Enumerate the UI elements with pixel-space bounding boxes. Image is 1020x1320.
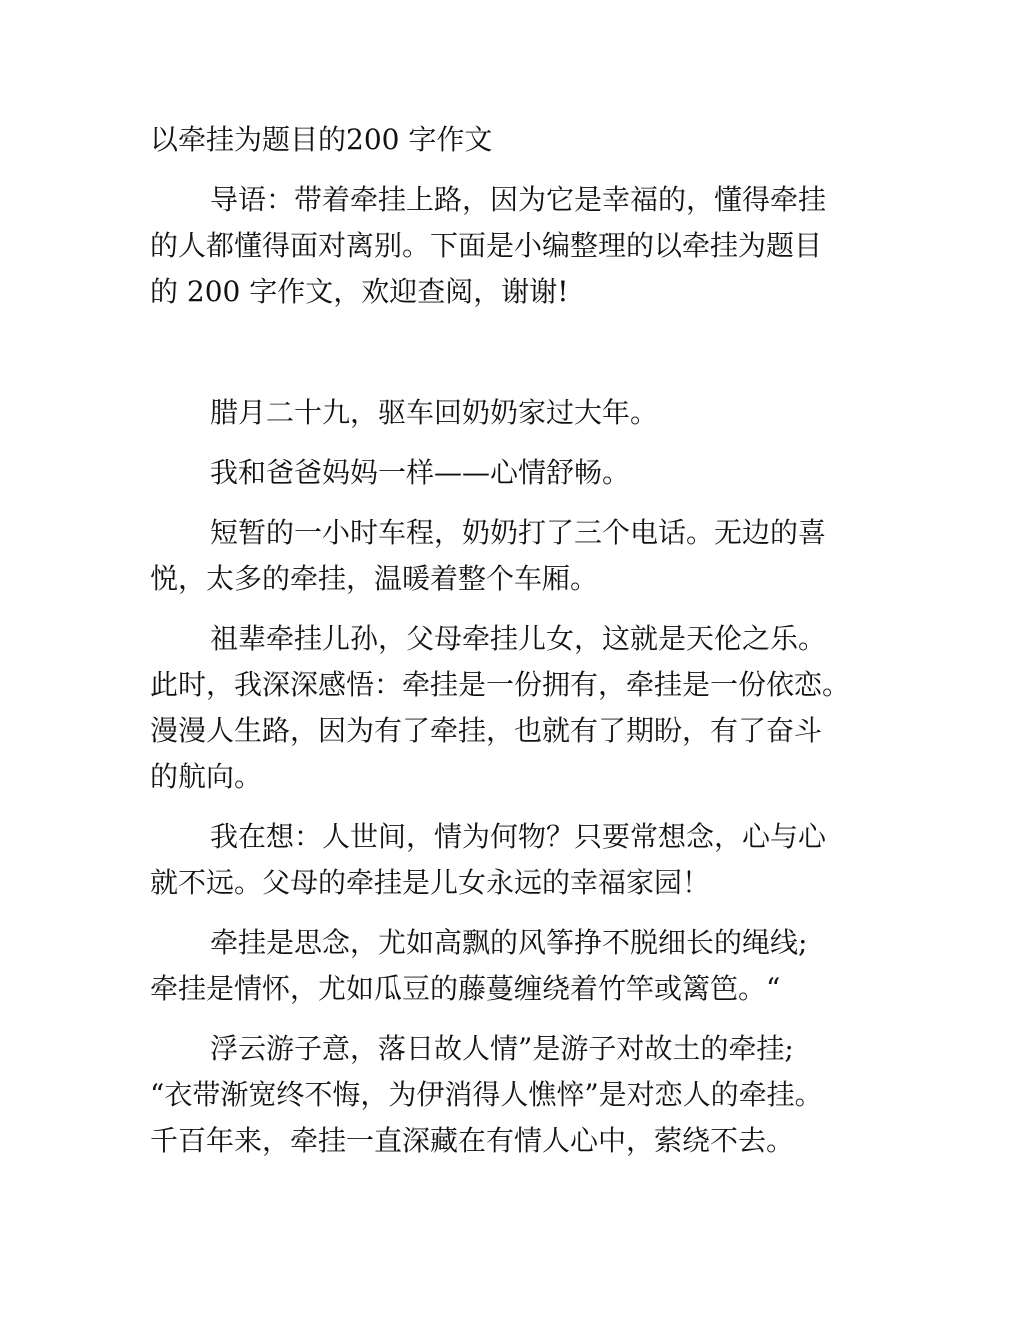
text-line: “衣带渐宽终不悔，为伊消得人憔悴”是对恋人的牵挂。: [150, 1078, 823, 1111]
paragraph: [150, 920, 890, 1012]
spacer: [150, 315, 890, 376]
text-line: 短暂的一小时车程，奶奶打了三个电话。无边的喜: [210, 516, 827, 549]
paragraph: [150, 450, 890, 496]
text-line: 悦，太多的牵挂，温暖着整个车厢。: [150, 562, 599, 595]
text-line: 的航向。: [150, 760, 263, 793]
document-title: 以牵挂为题目的200 字作文: [150, 123, 493, 156]
text-line: 的 200 字作文，欢迎查阅，谢谢!: [150, 275, 569, 308]
document-page: [150, 117, 890, 1164]
text-line: 牵挂是思念，尤如高飘的风筝挣不脱细长的绳线;: [210, 926, 808, 959]
text-line: 腊月二十九，驱车回奶奶家过大年。: [210, 396, 659, 429]
text-line: 导语：带着牵挂上路，因为它是幸福的，懂得牵挂: [210, 183, 827, 216]
text-line: 我在想：人世间，情为何物？只要常想念，心与心: [210, 820, 827, 853]
body-paragraphs: [150, 390, 890, 1164]
text-line: 我和爸爸妈妈一样——心情舒畅。: [210, 456, 631, 489]
paragraph: [150, 390, 890, 436]
text-line: 的人都懂得面对离别。下面是小编整理的以牵挂为题目: [150, 229, 823, 262]
text-line: 牵挂是情怀，尤如瓜豆的藤蔓缠绕着竹竿或篱笆。“: [150, 972, 781, 1005]
text-line: 此时，我深深感悟：牵挂是一份拥有，牵挂是一份依恋。: [150, 668, 851, 701]
text-line: 漫漫人生路，因为有了牵挂，也就有了期盼，有了奋斗: [150, 714, 823, 747]
paragraph: [150, 814, 890, 906]
paragraph: [150, 510, 890, 602]
text-line: 千百年来，牵挂一直深藏在有情人心中，萦绕不去。: [150, 1124, 795, 1157]
text-line: 祖辈牵挂儿孙，父母牵挂儿女，这就是天伦之乐。: [210, 622, 827, 655]
text-line: 浮云游子意，落日故人情”是游子对故土的牵挂;: [210, 1032, 794, 1065]
paragraph: [150, 616, 890, 800]
intro-paragraph: [150, 177, 890, 315]
paragraph: [150, 1026, 890, 1164]
text-line: 就不远。父母的牵挂是儿女永远的幸福家园！: [150, 866, 711, 899]
